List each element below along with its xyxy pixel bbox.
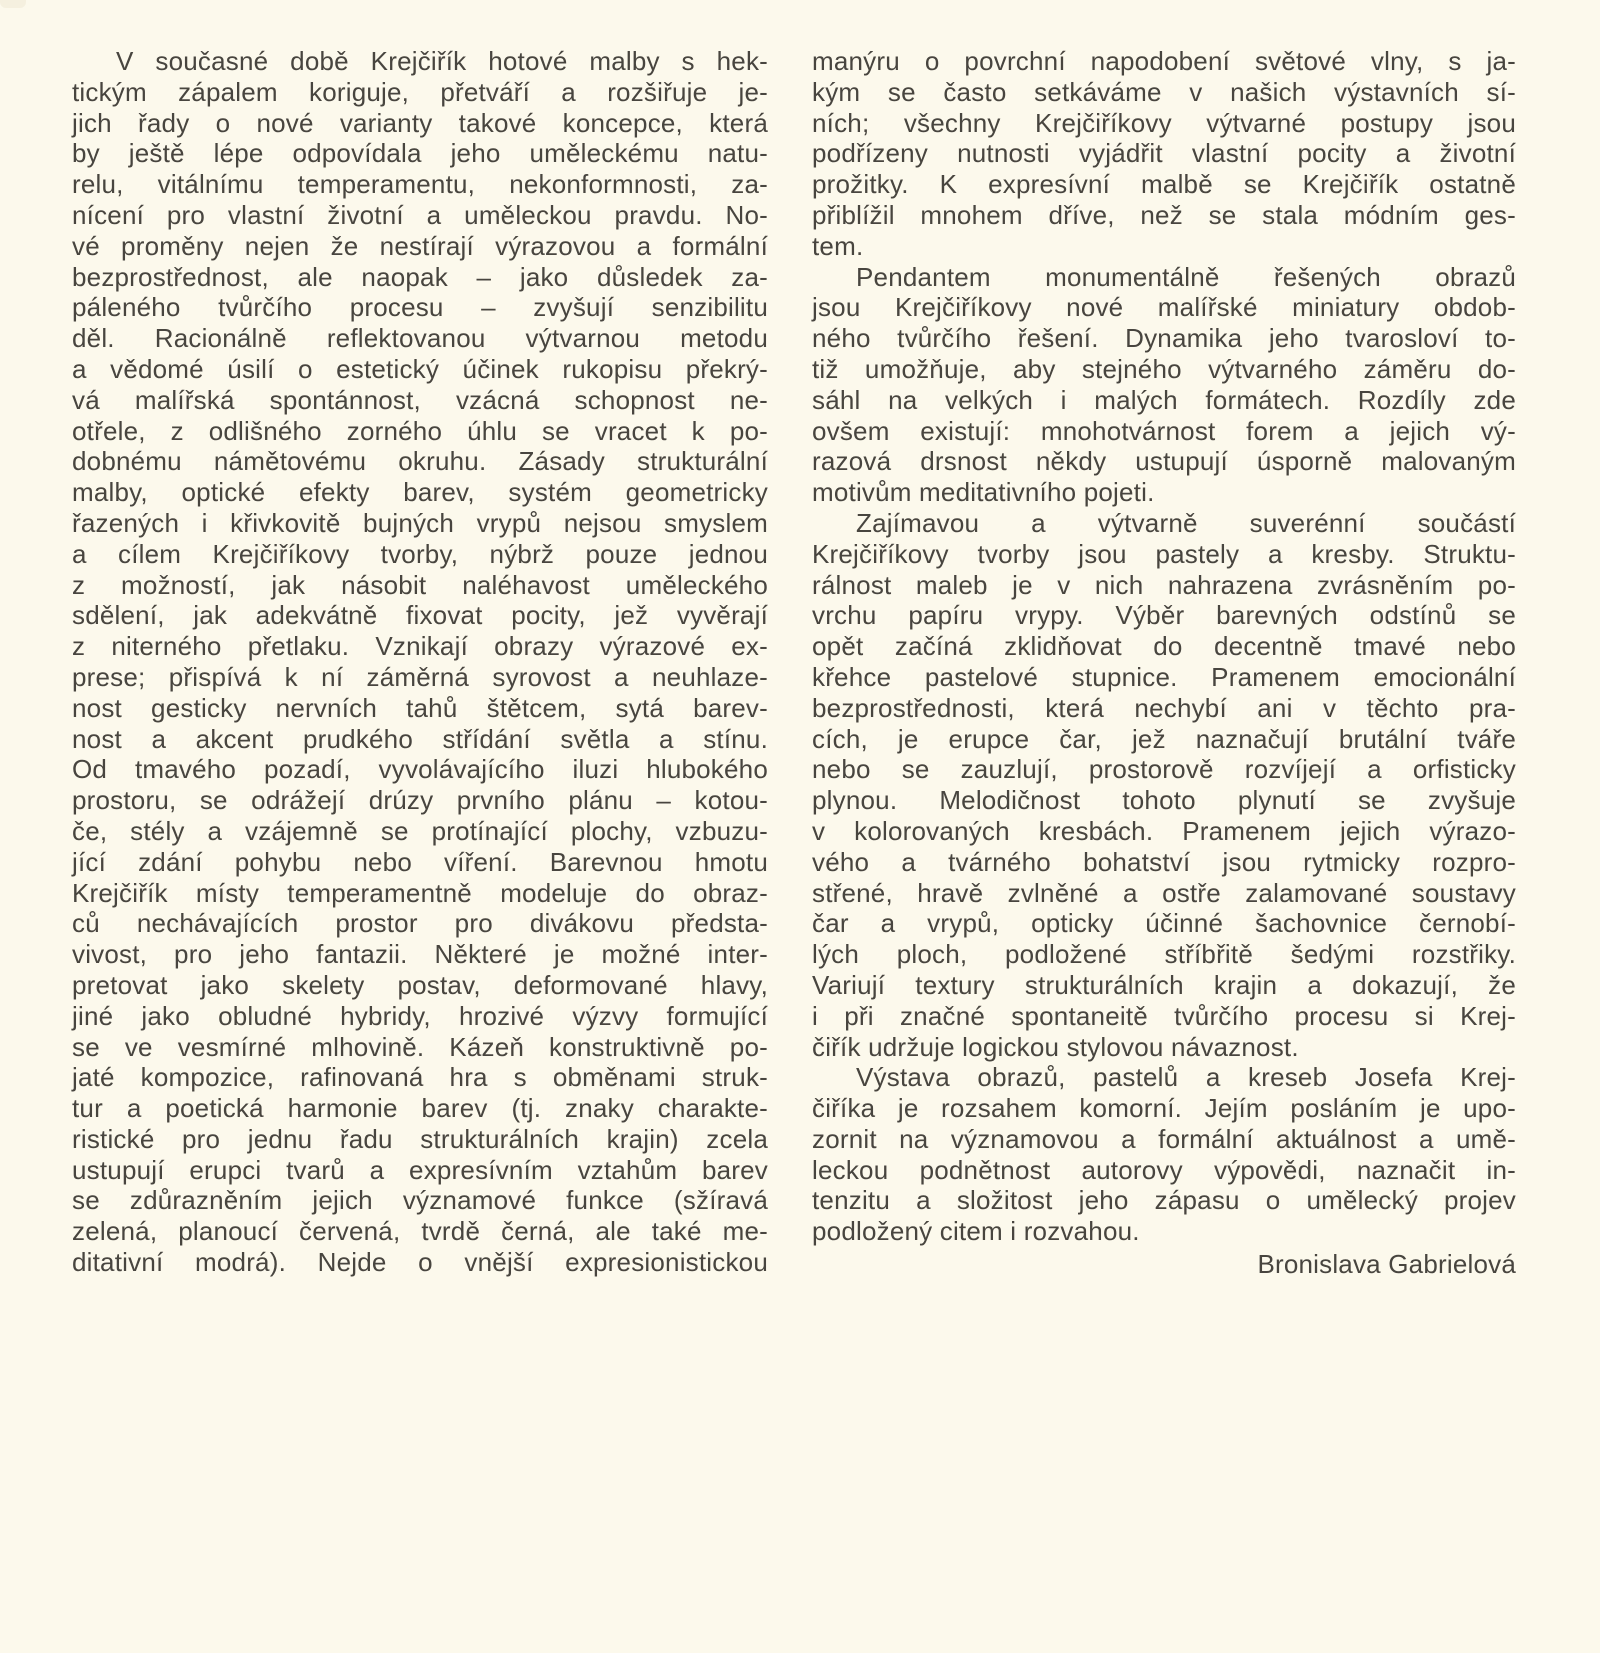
text-line: Pendantem monumentálně řešených obrazů xyxy=(856,261,1516,292)
text-line: zelená, planoucí červená, tvrdě černá, ale také me- xyxy=(72,1216,768,1247)
text-line: z možností, jak násobit naléhavost uměleckého xyxy=(72,569,768,600)
text-line: tenzitu a složitost jeho zápasu o umělecký projev xyxy=(812,1185,1516,1216)
text-line: Od tmavého pozadí, vyvolávajícího iluzi hlubokého xyxy=(72,754,768,785)
text-line: Zajímavou a výtvarně suverénní součástí xyxy=(856,507,1516,538)
text-line: dobnému námětovému okruhu. Zásady strukturální xyxy=(72,446,768,477)
text-line: přiblížil mnohem dříve, než se stala módním ges- xyxy=(812,199,1516,230)
text-line: vrchu papíru vrypy. Výběr barevných odstínů se xyxy=(812,600,1516,631)
text-line: sdělení, jak adekvátně fixovat pocity, jež vyvěrají xyxy=(72,600,768,631)
text-line: prese; přispívá k ní záměrná syrovost a neuhlaze- xyxy=(72,661,768,692)
text-line: nebo se zauzlují, prostorově rozvíjejí a orfisticky xyxy=(812,754,1516,785)
text-line: nícení pro vlastní životní a uměleckou pravdu. No- xyxy=(72,199,768,230)
text-line: ného tvůrčího řešení. Dynamika jeho tvarosloví to- xyxy=(812,323,1516,354)
text-line: by ještě lépe odpovídala jeho uměleckému natu- xyxy=(72,138,768,169)
text-line: če, stély a vzájemně se protínající plochy, vzbuzu- xyxy=(72,815,768,846)
text-line: ních; všechny Krejčiříkovy výtvarné postupy jsou xyxy=(812,107,1516,138)
text-line: sáhl na velkých i malých formátech. Rozdíly zde xyxy=(812,384,1516,415)
text-line: v kolorovaných kresbách. Pramenem jejich výrazo- xyxy=(812,815,1516,846)
text-line: jich řady o nové varianty takové koncepce, která xyxy=(72,107,768,138)
text-line: Výstava obrazů, pastelů a kreseb Josefa Krej- xyxy=(856,1062,1516,1093)
text-line: jiné jako obludné hybridy, hrozivé výzvy formující xyxy=(72,1000,768,1031)
text-line: jaté kompozice, rafinovaná hra s obměnami struk- xyxy=(72,1062,768,1093)
text-line: cích, je erupce čar, jež naznačují brutální tváře xyxy=(812,723,1516,754)
text-line: jící zdání pohybu nebo víření. Barevnou hmotu xyxy=(72,846,768,877)
text-line: vivost, pro jeho fantazii. Některé je možné inter- xyxy=(72,939,768,970)
author-signature: Bronislava Gabrielová xyxy=(1257,1249,1516,1280)
text-line: nost gesticky nervních tahů štětcem, sytá barev- xyxy=(72,692,768,723)
text-line: ců nechávajících prostor pro divákovu předsta- xyxy=(72,908,768,939)
text-line: opět začíná zklidňovat do decentně tmavé nebo xyxy=(812,631,1516,662)
text-line: pretovat jako skelety postav, deformované hlavy, xyxy=(72,969,768,1000)
text-line: střené, hravě zvlněné a ostře zalamované soustavy xyxy=(812,877,1516,908)
text-line: bezprostřednost, ale naopak – jako důsledek za- xyxy=(72,261,768,292)
right-text-column xyxy=(812,46,1516,1247)
text-line: z niterného přetlaku. Vznikají obrazy výrazové ex- xyxy=(72,631,768,662)
text-line: čar a vrypů, opticky účinné šachovnice černobí- xyxy=(812,908,1516,939)
text-line: leckou podnětnost autorovy výpovědi, naznačit in- xyxy=(812,1154,1516,1185)
text-line: plynou. Melodičnost tohoto plynutí se zvyšuje xyxy=(812,785,1516,816)
text-line: Variují textury strukturálních krajin a dokazují, že xyxy=(812,969,1516,1000)
text-line: vé proměny nejen že nestírají výrazovou a formální xyxy=(72,230,768,261)
text-line: čiříka je rozsahem komorní. Jejím posláním je upo- xyxy=(812,1093,1516,1124)
text-line: tem. xyxy=(812,230,864,261)
text-line: ristické pro jednu řadu strukturálních krajin) zcela xyxy=(72,1123,768,1154)
text-line: se ve vesmírné mlhovině. Kázeň konstruktivně po- xyxy=(72,1031,768,1062)
text-line: prostoru, se odrážejí drúzy prvního plánu – kotou- xyxy=(72,785,768,816)
text-line: V současné době Krejčiřík hotové malby s hek- xyxy=(116,46,768,76)
text-line: zornit na významovou a formální aktuálnost a umě- xyxy=(812,1123,1516,1154)
text-line: ovšem existují: mnohotvárnost forem a jejich vý- xyxy=(812,415,1516,446)
text-line: páleného tvůrčího procesu – zvyšují senzibilitu xyxy=(72,292,768,323)
text-line: děl. Racionálně reflektovanou výtvarnou metodu xyxy=(72,323,768,354)
text-line: podložený citem i rozvahou. xyxy=(812,1216,1140,1247)
text-line: ditativní modrá). Nejde o vnější expresionistickou xyxy=(72,1247,768,1278)
text-line: tur a poetická harmonie barev (tj. znaky charakte- xyxy=(72,1093,768,1124)
text-line: relu, vitálnímu temperamentu, nekonformnosti, za- xyxy=(72,169,768,200)
text-line: Krejčiříkovy tvorby jsou pastely a kresby. Struktu- xyxy=(812,538,1516,569)
text-line: tiž umožňuje, aby stejného výtvarného záměru do- xyxy=(812,353,1516,384)
text-line: kým se často setkáváme v našich výstavních sí- xyxy=(812,76,1516,107)
text-line: i při značné spontaneitě tvůrčího procesu si Krej- xyxy=(812,1000,1516,1031)
text-line: čiřík udržuje logickou stylovou návaznost. xyxy=(812,1031,1299,1062)
text-line: motivům meditativního pojeti. xyxy=(812,477,1155,508)
left-text-column xyxy=(72,46,768,1278)
scan-edge-smudge xyxy=(0,0,26,8)
text-line: malby, optické efekty barev, systém geometricky xyxy=(72,477,768,508)
text-line: nost a akcent prudkého střídání světla a stínu. xyxy=(72,723,768,754)
text-line: ustupují erupci tvarů a expresívním vztahům barev xyxy=(72,1154,768,1185)
text-line: podřízeny nutnosti vyjádřit vlastní pocity a životní xyxy=(812,138,1516,169)
text-line: vá malířská spontánnost, vzácná schopnost ne- xyxy=(72,384,768,415)
text-line: prožitky. K expresívní malbě se Krejčiřík ostatně xyxy=(812,169,1516,200)
text-line: Krejčiřík místy temperamentně modeluje do obraz- xyxy=(72,877,768,908)
text-line: vého a tvárného bohatství jsou rytmicky rozpro- xyxy=(812,846,1516,877)
text-line: otřele, z odlišného zorného úhlu se vracet k po- xyxy=(72,415,768,446)
text-line: razová drsnost někdy ustupují úsporně malovaným xyxy=(812,446,1516,477)
text-line: manýru o povrchní napodobení světové vlny, s ja- xyxy=(812,46,1516,76)
text-line: lých ploch, podložené stříbřitě šedými rozstřiky. xyxy=(812,939,1516,970)
text-line: rálnost maleb je v nich nahrazena zvrásněním po- xyxy=(812,569,1516,600)
text-line: tickým zápalem koriguje, přetváří a rozšiřuje je- xyxy=(72,76,768,107)
text-line: křehce pastelové stupnice. Pramenem emocionální xyxy=(812,661,1516,692)
text-line: a vědomé úsilí o estetický účinek rukopisu překrý- xyxy=(72,353,768,384)
text-line: bezprostřednosti, která nechybí ani v těchto pra- xyxy=(812,692,1516,723)
text-line: řazených i křivkovitě bujných vrypů nejsou smyslem xyxy=(72,507,768,538)
text-line: se zdůrazněním jejich významové funkce (sžíravá xyxy=(72,1185,768,1216)
text-line: a cílem Krejčiříkovy tvorby, nýbrž pouze jednou xyxy=(72,538,768,569)
text-line: jsou Krejčiříkovy nové malířské miniatury obdob- xyxy=(812,292,1516,323)
